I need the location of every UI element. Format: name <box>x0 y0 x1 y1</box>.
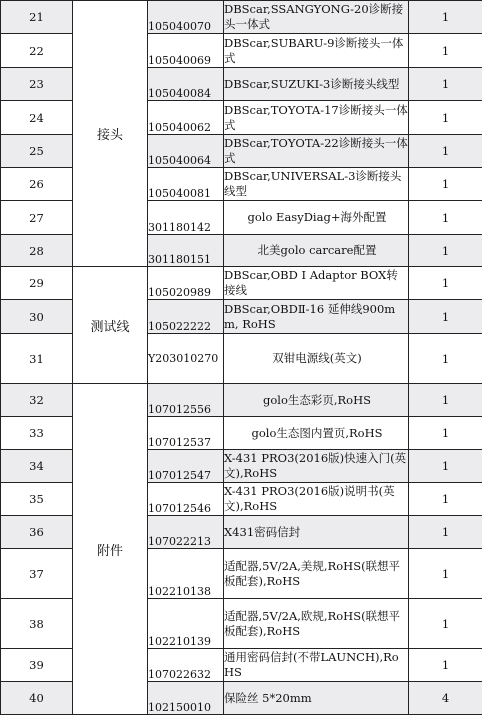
part-quantity: 1 <box>409 1 482 34</box>
part-quantity: 1 <box>409 68 482 101</box>
part-code: 105040084 <box>148 68 224 101</box>
part-code: 301180142 <box>148 201 224 235</box>
group-label-test-cables: 测试线 <box>73 267 148 384</box>
part-code: 105040069 <box>148 34 224 68</box>
part-description: 双钳电源线(英文) <box>224 334 409 384</box>
part-description: X-431 PRO3(2016版)快速入门(英文),RoHS <box>224 450 409 483</box>
part-quantity: 1 <box>409 599 482 649</box>
part-code: 105040064 <box>148 135 224 168</box>
row-number: 29 <box>1 267 73 300</box>
part-quantity: 1 <box>409 267 482 300</box>
part-code: Y203010270 <box>148 334 224 384</box>
part-quantity: 1 <box>409 201 482 235</box>
row-number: 40 <box>1 682 73 715</box>
part-quantity: 1 <box>409 334 482 384</box>
part-description: X431密码信封 <box>224 516 409 549</box>
row-number: 30 <box>1 300 73 334</box>
part-code: 107012547 <box>148 450 224 483</box>
part-quantity: 1 <box>409 168 482 201</box>
part-quantity: 1 <box>409 649 482 682</box>
part-description: DBScar,TOYOTA-22诊断接头一体式 <box>224 135 409 168</box>
part-quantity: 1 <box>409 135 482 168</box>
part-description: 适配器,5V/2A,美规,RoHS(联想平板配套),RoHS <box>224 549 409 599</box>
part-description: 北美golo carcare配置 <box>224 235 409 267</box>
row-number: 26 <box>1 168 73 201</box>
row-number: 32 <box>1 384 73 417</box>
part-description: DBScar,SSANGYONG-20诊断接头一体式 <box>224 1 409 34</box>
part-description: DBScar,TOYOTA-17诊断接头一体式 <box>224 101 409 135</box>
part-quantity: 4 <box>409 682 482 715</box>
row-number: 34 <box>1 450 73 483</box>
part-quantity: 1 <box>409 384 482 417</box>
part-description: 保险丝 5*20mm <box>224 682 409 715</box>
part-code: 107012546 <box>148 483 224 516</box>
part-code: 107022213 <box>148 516 224 549</box>
part-code: 105040062 <box>148 101 224 135</box>
part-quantity: 1 <box>409 417 482 450</box>
row-number: 27 <box>1 201 73 235</box>
row-number: 37 <box>1 549 73 599</box>
row-number: 39 <box>1 649 73 682</box>
row-number: 35 <box>1 483 73 516</box>
row-number: 22 <box>1 34 73 68</box>
part-code: 105040081 <box>148 168 224 201</box>
row-number: 23 <box>1 68 73 101</box>
part-code: 102210139 <box>148 599 224 649</box>
part-code: 102150010 <box>148 682 224 715</box>
row-number: 28 <box>1 235 73 267</box>
row-number: 21 <box>1 1 73 34</box>
part-code: 105022222 <box>148 300 224 334</box>
row-number: 25 <box>1 135 73 168</box>
part-quantity: 1 <box>409 450 482 483</box>
part-code: 107012556 <box>148 384 224 417</box>
table-row <box>1 1 482 34</box>
part-quantity: 1 <box>409 549 482 599</box>
row-number: 24 <box>1 101 73 135</box>
row-number: 33 <box>1 417 73 450</box>
part-quantity: 1 <box>409 101 482 135</box>
part-description: X-431 PRO3(2016版)说明书(英文),RoHS <box>224 483 409 516</box>
table-row <box>1 267 482 300</box>
part-code: 102210138 <box>148 549 224 599</box>
part-description: DBScar,SUBARU-9诊断接头一体式 <box>224 34 409 68</box>
part-code: 107012537 <box>148 417 224 450</box>
part-description: golo EasyDiag+海外配置 <box>224 201 409 235</box>
part-description: golo生态彩页,RoHS <box>224 384 409 417</box>
part-description: 适配器,5V/2A,欧规,RoHS(联想平板配套),RoHS <box>224 599 409 649</box>
part-description: DBScar,UNIVERSAL-3诊断接头线型 <box>224 168 409 201</box>
row-number: 36 <box>1 516 73 549</box>
table-row <box>1 384 482 417</box>
row-number: 31 <box>1 334 73 384</box>
part-description: golo生态图内置页,RoHS <box>224 417 409 450</box>
group-label-connectors: 接头 <box>73 1 148 267</box>
part-code: 107022632 <box>148 649 224 682</box>
part-code: 301180151 <box>148 235 224 267</box>
part-quantity: 1 <box>409 483 482 516</box>
group-label-accessories: 附件 <box>73 384 148 715</box>
part-quantity: 1 <box>409 516 482 549</box>
part-quantity: 1 <box>409 300 482 334</box>
part-description: DBScar,OBDⅡ-16 延伸线900mm, RoHS <box>224 300 409 334</box>
part-description: DBScar,OBD I Adaptor BOX转接线 <box>224 267 409 300</box>
part-description: 通用密码信封(不带LAUNCH),RoHS <box>224 649 409 682</box>
part-code: 105020989 <box>148 267 224 300</box>
row-number: 38 <box>1 599 73 649</box>
part-code: 105040070 <box>148 1 224 34</box>
part-quantity: 1 <box>409 235 482 267</box>
part-description: DBScar,SUZUKI-3诊断接头线型 <box>224 68 409 101</box>
part-quantity: 1 <box>409 34 482 68</box>
